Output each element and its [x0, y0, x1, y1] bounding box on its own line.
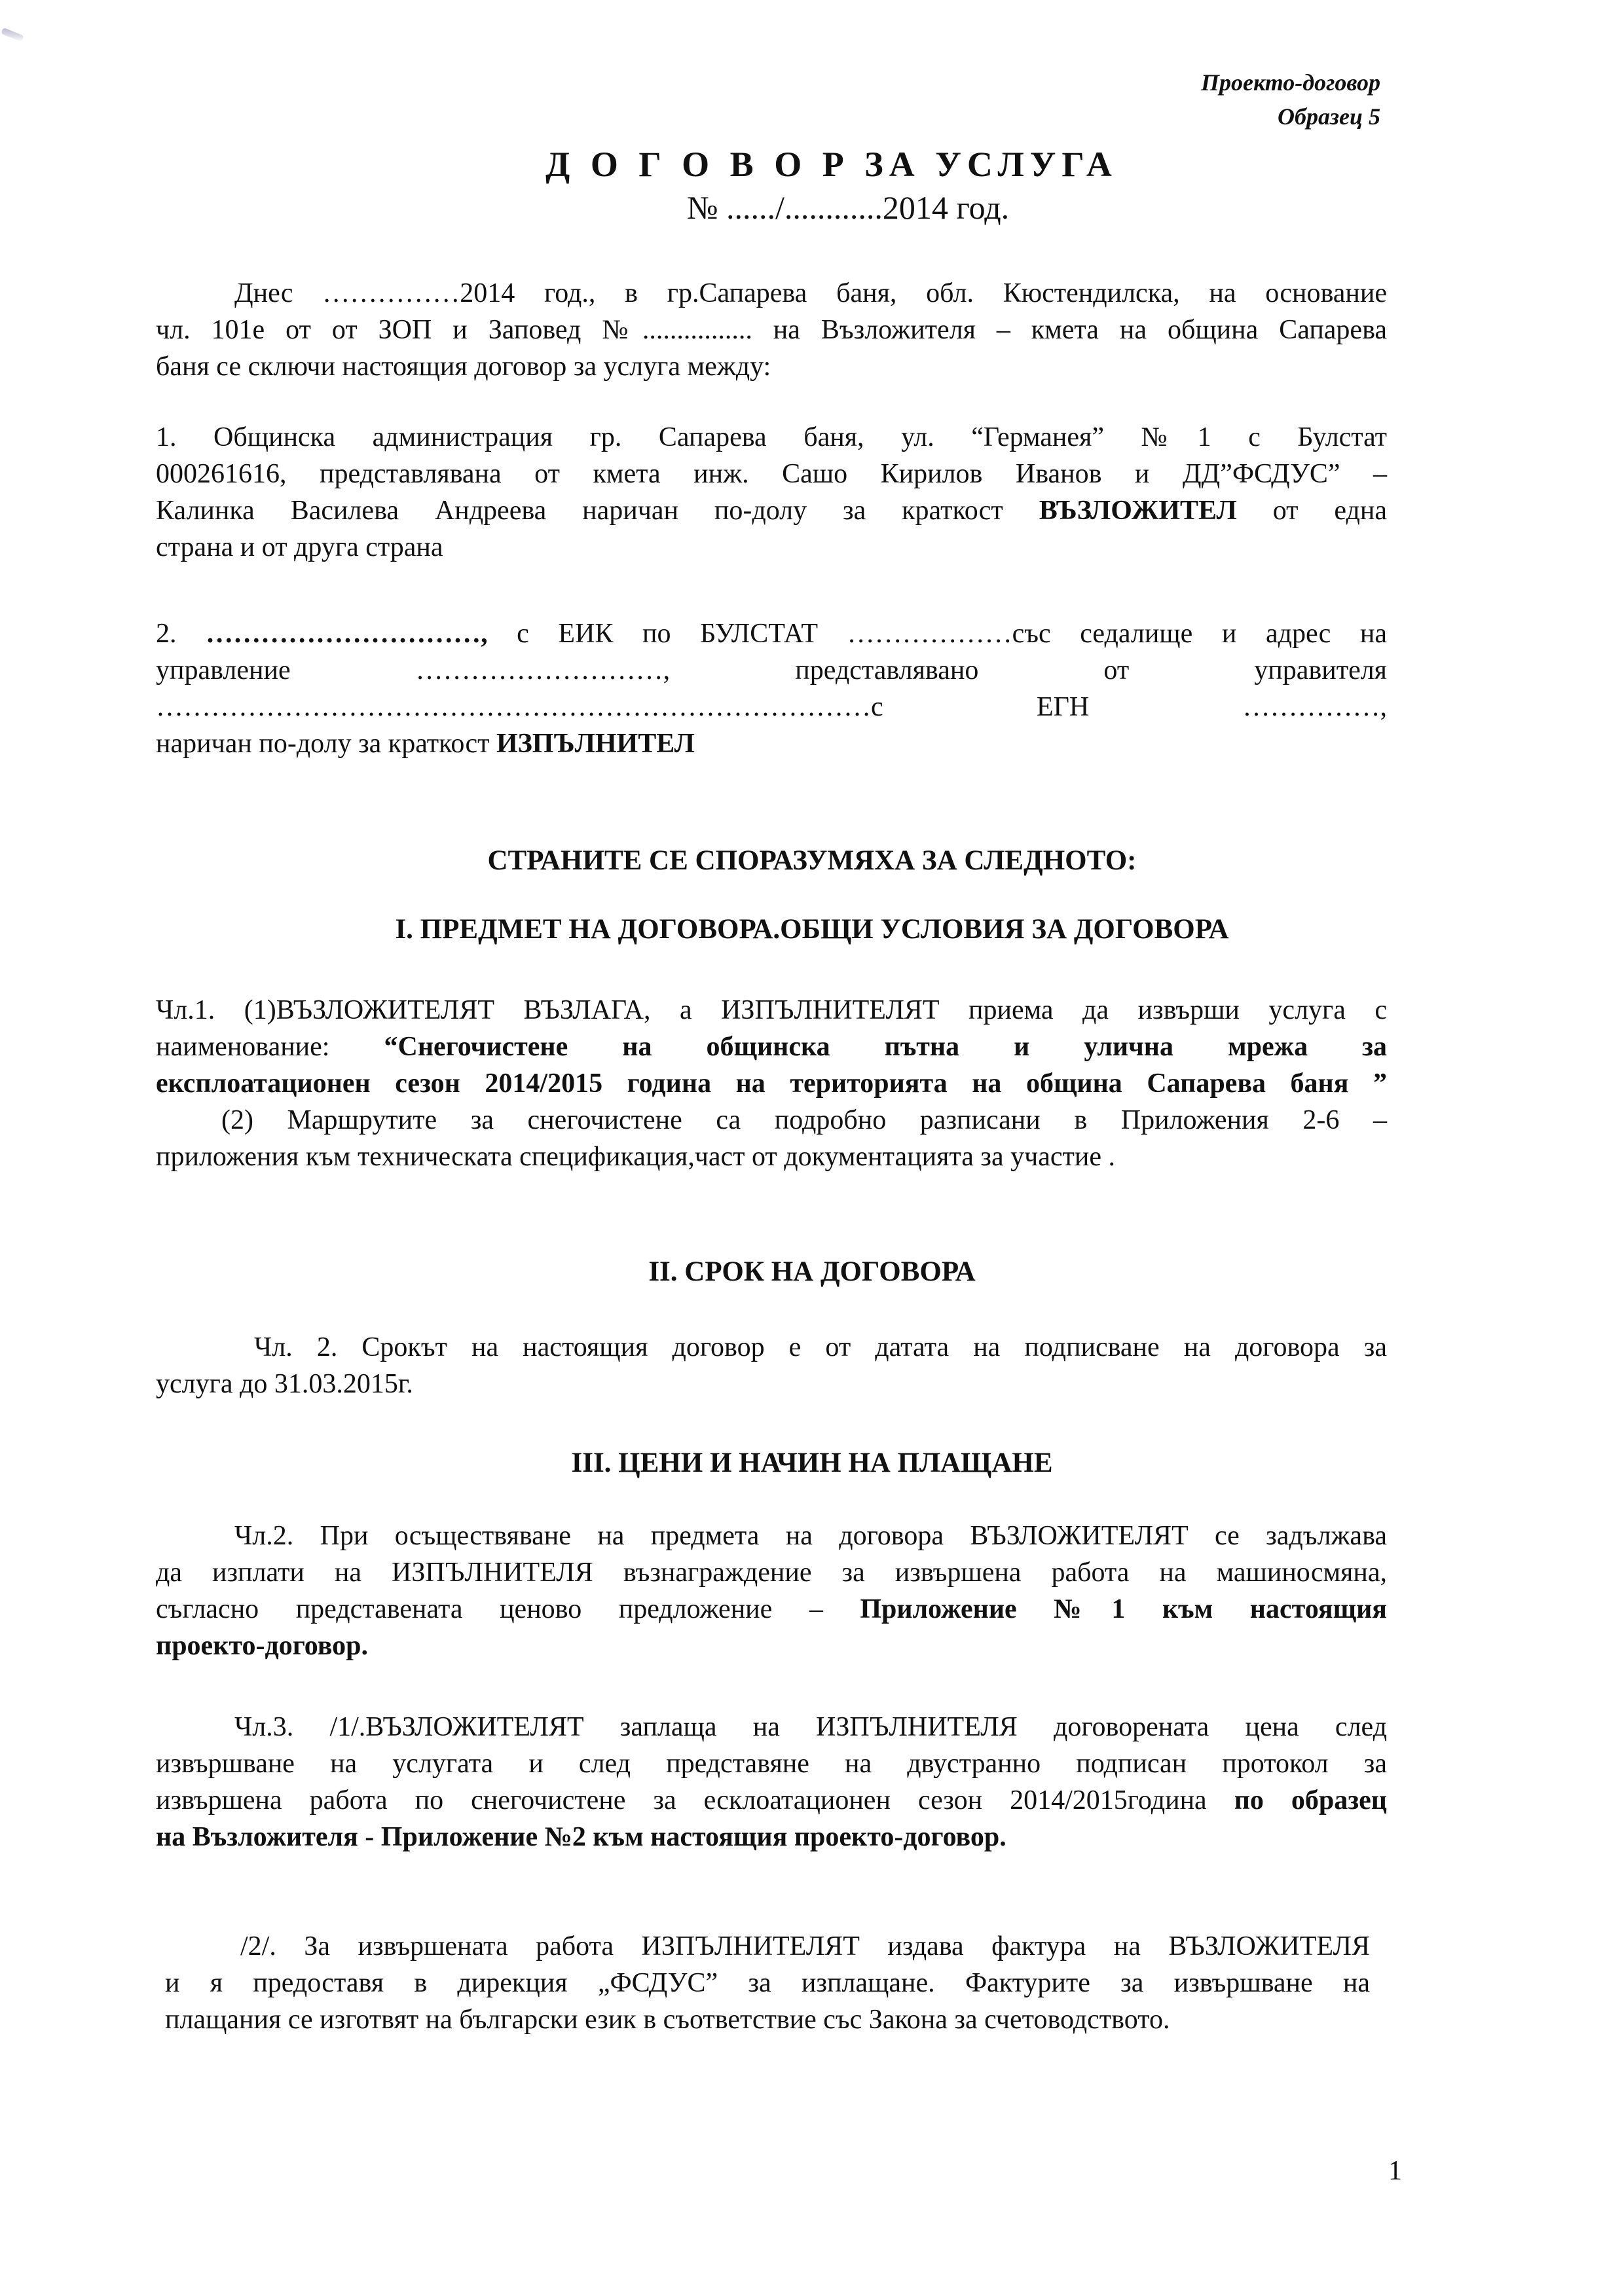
article2-text: съгласно представената ценово предложение –	[156, 1594, 860, 1624]
sample-reference: по образец	[1234, 1785, 1388, 1815]
article3-line: извършване на услугата и след представяне на двустранно подписан протокол за	[156, 1749, 1387, 1779]
article3-2-paragraph	[165, 1928, 1370, 2038]
article3-line: Чл.3. /1/.ВЪЗЛОЖИТЕЛЯТ заплаща на ИЗПЪЛНИТЕЛЯ договорената цена след	[234, 1712, 1387, 1742]
party1-line: 1. Общинска администрация гр. Сапарева баня, ул. “Германея” №1 с Булстат	[156, 422, 1387, 452]
section1-paragraph	[156, 992, 1387, 1175]
article2-paragraph	[156, 1518, 1387, 1664]
article3-2-line: /2/. За извършената работа ИЗПЪЛНИТЕЛЯТ издава фактура на ВЪЗЛОЖИТЕЛЯ	[240, 1931, 1370, 1961]
party2-name-blank: …………………………,	[206, 619, 488, 649]
document-number: № ....../............2014 год.	[686, 189, 1010, 226]
annex1-reference: Приложение №1 към настоящия	[860, 1594, 1387, 1624]
party2-line: ……………………………………………………………………с ЕГН ……………,	[156, 692, 1387, 722]
article3-2-line: и я предоставя в дирекция „ФСДУС” за изплащане. Фактурите за извършване на	[165, 1968, 1370, 1998]
intro-line: Днес ……………2014 год., в гр.Сапарева баня, обл. Кюстендилска, на основание	[234, 278, 1387, 308]
section2-heading: II. СРОК НА ДОГОВОРА	[648, 1256, 976, 1287]
section1-line: (2) Маршрутите за снегочистене са подробно разписани в Приложения 2-6 –	[221, 1105, 1387, 1135]
section1-line: Чл.1. (1)ВЪЗЛОЖИТЕЛЯТ ВЪЗЛАГА, а ИЗПЪЛНИТЕЛЯТ приема да извърши услуга с	[156, 995, 1387, 1025]
party1-text: Калинка Василева Андреева наричан по-долу за краткост	[156, 496, 1039, 526]
section1-text: наименование:	[156, 1032, 384, 1062]
section1-line	[156, 1029, 1387, 1065]
article3-paragraph	[156, 1709, 1387, 1855]
party2-line	[156, 725, 1387, 762]
section2-paragraph	[156, 1329, 1387, 1402]
article2-line: да изплати на ИЗПЪЛНИТЕЛЯ възнаграждение за извършена работа на машиносмяна,	[156, 1558, 1387, 1588]
article2-line: проекто-договор.	[156, 1631, 368, 1661]
party2-text: наричан по-долу за краткост	[156, 729, 496, 759]
article2-line	[156, 1591, 1387, 1628]
sample-label: Образец 5	[1277, 103, 1380, 130]
section1-line: експлоатационен сезон 2014/2015 година на територията на община Сапарева баня ”	[156, 1068, 1387, 1099]
intro-line: баня се сключи настоящия договор за услуга между:	[156, 352, 771, 382]
article3-text: извършена работа по снегочистене за есклоатационен сезон 2014/2015година	[156, 1785, 1234, 1815]
article2-line: Чл.2. При осъществяване на предмета на договора ВЪЗЛОЖИТЕЛЯТ се задължава	[234, 1521, 1387, 1551]
party1-paragraph	[156, 419, 1387, 566]
draft-label: Проекто-договор	[1200, 69, 1380, 96]
section3-heading: III. ЦЕНИ И НАЧИН НА ПЛАЩАНЕ	[571, 1448, 1053, 1478]
party1-line	[156, 492, 1387, 529]
party2-line: управление ………………………, представлявано от управителя	[156, 655, 1387, 685]
party1-text: от една	[1236, 496, 1387, 526]
section2-line: Чл. 2. Срокът на настоящия договор е от датата на подписване на договора за	[254, 1332, 1387, 1362]
intro-line: чл. 101е от от ЗОП и Заповед №................ на Възложителя – кмета на община Сапарева	[156, 315, 1387, 345]
party2-line	[156, 615, 1387, 652]
section1-line: приложения към техническата спецификация,част от документацията за участие .	[156, 1142, 1115, 1172]
service-name: “Снегочистене на общинска пътна и улична мрежа за	[384, 1032, 1387, 1062]
document-title: Д О Г О В О Р ЗА УСЛУГА	[545, 145, 1118, 184]
party2-text: 2.	[156, 619, 206, 649]
party2-text: с ЕИК по БУЛСТАТ ………………със седалище и адрес на	[487, 619, 1388, 649]
article3-line: на Възложителя - Приложение №2 към настоящия проекто-договор.	[156, 1822, 1006, 1852]
section1-heading: I. ПРЕДМЕТ НА ДОГОВОРА.ОБЩИ УСЛОВИЯ ЗА ДОГОВОРА	[395, 914, 1229, 945]
page-number: 1	[1388, 2156, 1402, 2186]
assignor-label: ВЪЗЛОЖИТЕЛ	[1039, 496, 1237, 526]
party1-line: 000261616, представлявана от кмета инж. Сашо Кирилов Иванов и ДД”ФСДУС” –	[156, 459, 1387, 489]
intro-paragraph	[156, 275, 1387, 385]
section2-line: услуга до 31.03.2015г.	[156, 1369, 413, 1399]
article3-2-line: плащания се изготвят на български език в съответствие със Закона за счетоводството.	[165, 2005, 1170, 2035]
contractor-label: ИЗПЪЛНИТЕЛ	[496, 729, 695, 759]
article3-line	[156, 1782, 1387, 1819]
party1-line: страна и от друга страна	[156, 532, 443, 562]
party2-paragraph	[156, 615, 1387, 762]
agreement-heading: СТРАНИТЕ СЕ СПОРАЗУМЯХА ЗА СЛЕДНОТО:	[487, 845, 1137, 876]
header-note	[1201, 65, 1380, 134]
